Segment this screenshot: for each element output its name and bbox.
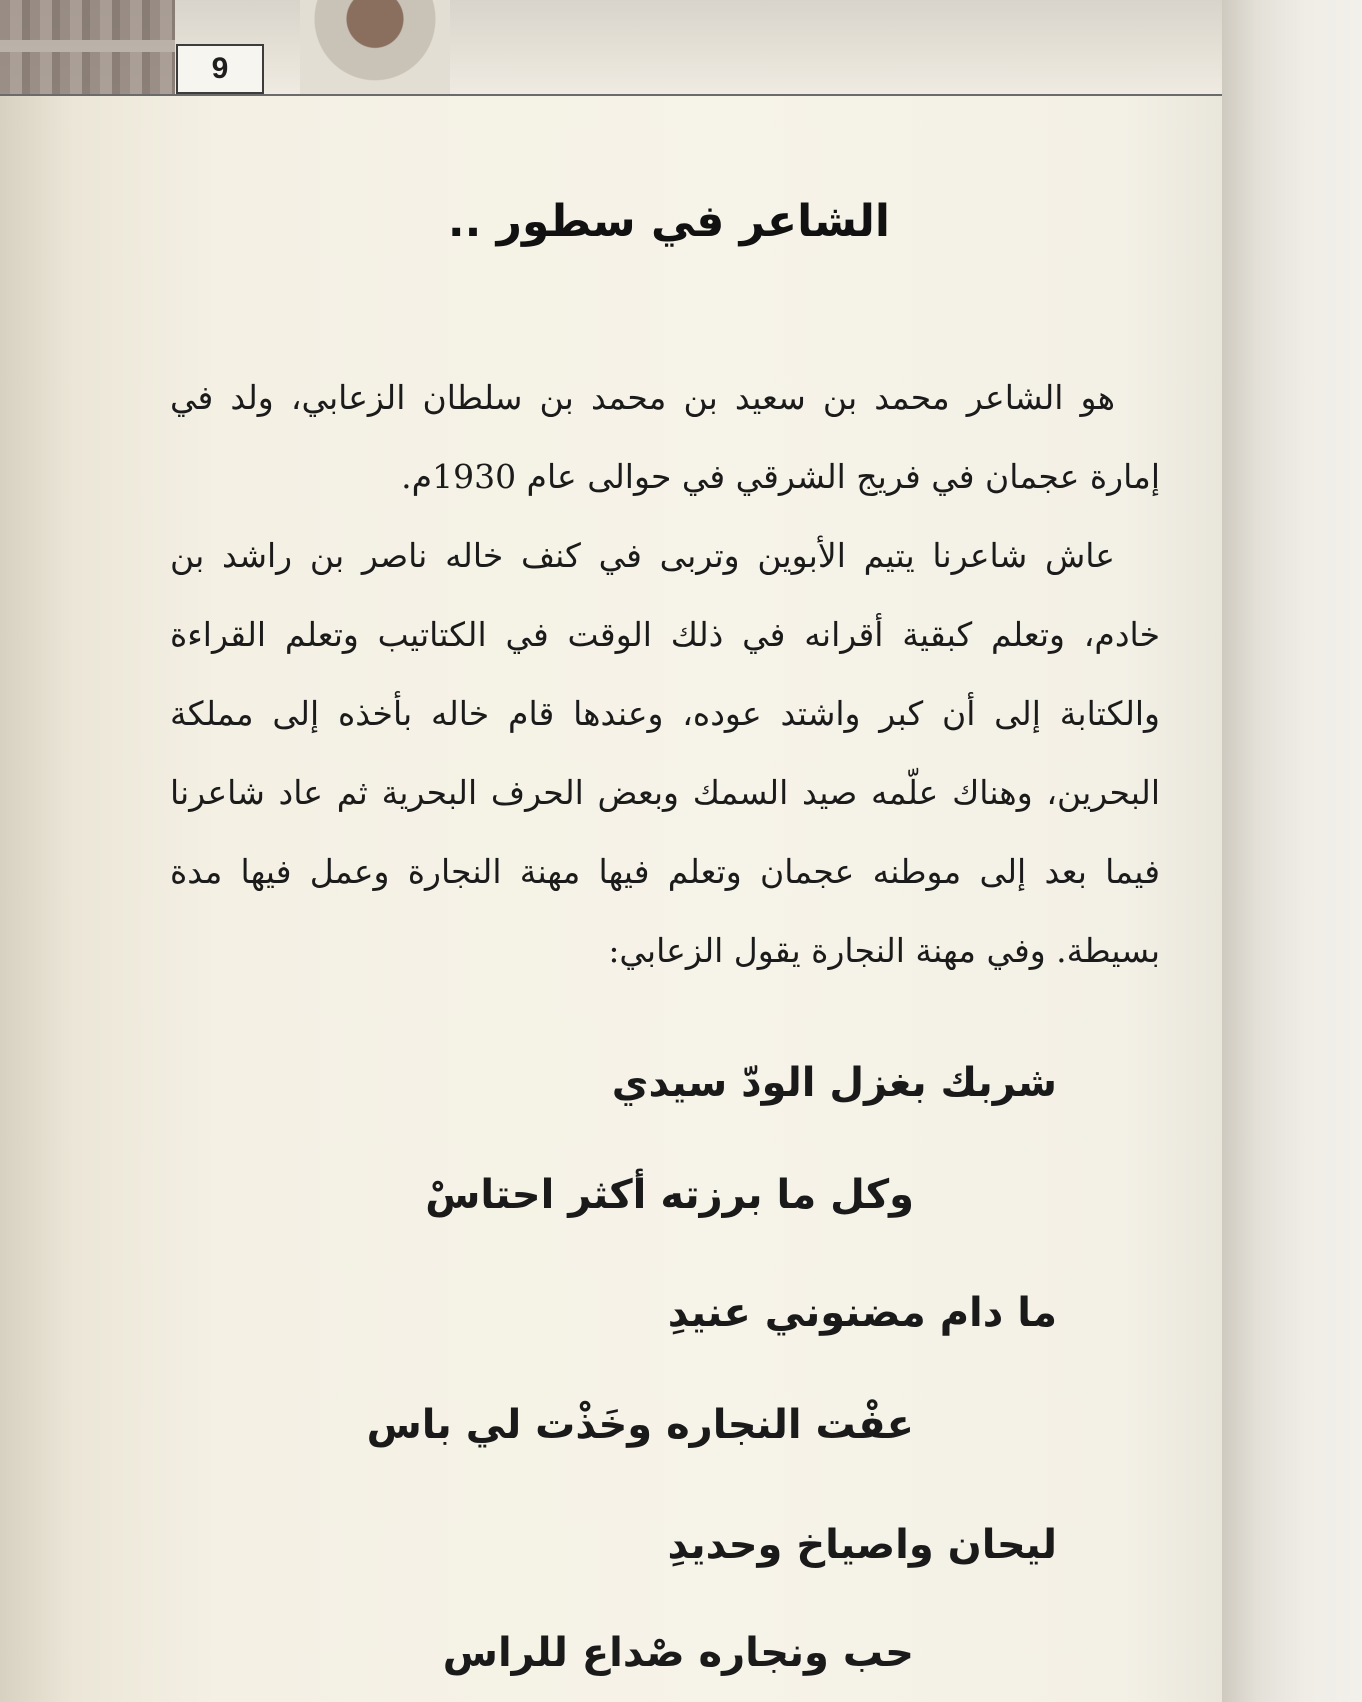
paragraph-text: عاش شاعرنا يتيم الأبوين وتربى في كنف خاله ناصر بن راشد بن خادم، وتعلم كبقية أقرانه في ذلك الوقت في الكتاتيب وتعلم القراءة والكتابة إلى أن كبر واشتد عوده، وعندها قام خاله بأخذه إلى مملكة البحرين، وهناك علّمه صيد السمك وبعض الحرف البحرية ثم عاد شاعرنا فيما بعد إلى موطنه عجمان وتعلم فيها مهنة النجارة وعمل فيها مدة بسيطة. وفي مهنة النجارة يقول الزعابي: — [170, 536, 1160, 970]
section-title: الشاعر في سطور .. — [447, 196, 890, 247]
paragraph-biography — [170, 516, 1160, 990]
verse-line-6: حب ونجاره صْداع للراس — [442, 1630, 914, 1676]
page-number: 9 — [176, 44, 264, 94]
verse-line-3: ما دام مضنوني عنيدِ — [667, 1290, 1057, 1336]
verse-line-4: عفْت النجاره وخَذْت لي باس — [366, 1402, 914, 1448]
header-building-photo — [0, 0, 175, 95]
paragraph-text: هو الشاعر محمد بن سعيد بن محمد بن سلطان الزعابي، ولد في إمارة عجمان في فريج الشرقي في حوالى عام 1930م. — [170, 378, 1160, 496]
header-poet-portrait — [300, 0, 450, 95]
verse-line-1: شربك بغزل الودّ سيدي — [611, 1060, 1057, 1106]
header-divider — [0, 94, 1222, 96]
book-spine-shadow — [1222, 0, 1362, 1702]
paragraph-intro — [170, 358, 1160, 516]
verse-line-5: ليحان واصياخ وحديدِ — [667, 1522, 1057, 1568]
verse-line-2: وكل ما برزته أكثر احتاسْ — [425, 1172, 914, 1218]
